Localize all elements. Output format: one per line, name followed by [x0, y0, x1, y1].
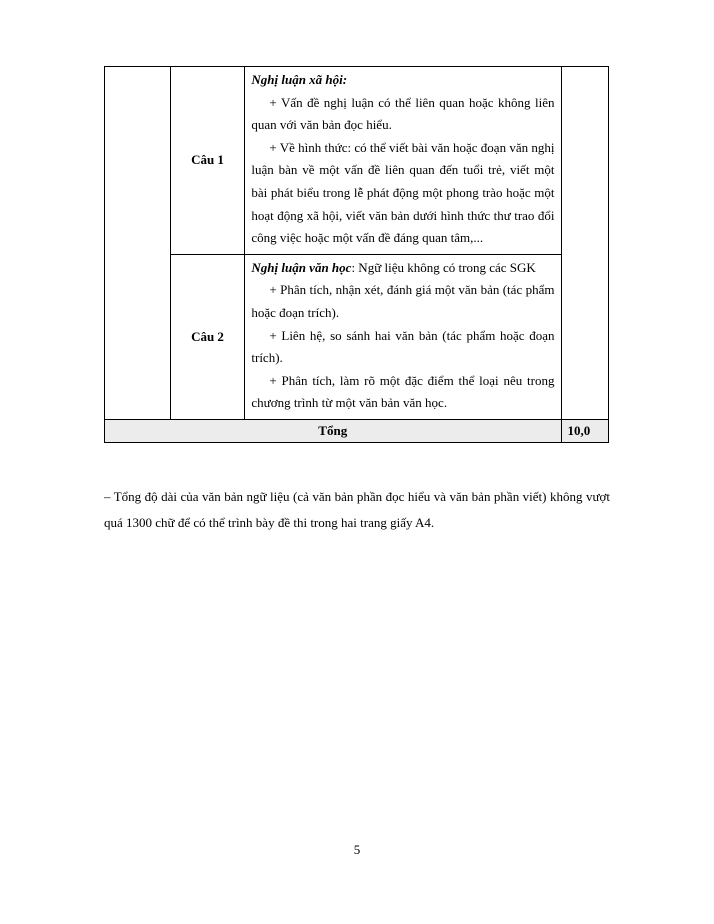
total-row	[105, 419, 609, 442]
content-line: + Vấn đề nghị luận có thể liên quan hoặc không liên quan với văn bản đọc hiểu.	[251, 94, 555, 133]
question-content-1	[245, 67, 561, 255]
question-label-2: Câu 2	[170, 254, 245, 419]
table-row	[105, 67, 609, 255]
empty-cell	[105, 67, 171, 420]
score-cell	[561, 67, 609, 420]
section-heading-literary-line	[251, 257, 554, 280]
content-line: + Về hình thức: có thể viết bài văn hoặc đoạn văn nghị luận bàn về một vấn đề liên quan đến tuổi trẻ, viết một bài phát biểu trong lễ phát động một phong trào hoặc một hoạt động xã hội, viết văn bản dưới hình thức thư trao đổi công việc hoặc một vấn đề đáng quan tâm,...	[251, 139, 555, 246]
page-number: 5	[353, 842, 361, 857]
total-value: 10,0	[561, 419, 609, 442]
structure-table	[104, 66, 609, 443]
question-content-2	[245, 254, 561, 419]
content-line: + Phân tích, nhận xét, đánh giá một văn bản (tác phẩm hoặc đoạn trích).	[251, 282, 555, 320]
content-line: + Phân tích, làm rõ một đặc điểm thể loại nêu trong chương trình từ một văn bản văn học.	[251, 372, 555, 411]
total-label: Tổng	[105, 419, 562, 442]
section-heading-suffix: : Ngữ liệu không có trong các SGK	[351, 259, 536, 275]
table-row	[105, 254, 609, 419]
section-heading-social: Nghị luận xã hội:	[251, 72, 348, 87]
section-heading-literary: Nghị luận văn học	[251, 259, 352, 275]
content-line: + Liên hệ, so sánh hai văn bản (tác phẩm hoặc đoạn trích).	[251, 327, 555, 366]
length-note: – Tổng độ dài của văn bản ngữ liệu (cả văn bản phần đọc hiểu và văn bản phần viết) không vượt quá 1300 chữ để có thể trình bày đề thi trong hai trang giấy A4.	[104, 489, 610, 530]
question-label-1: Câu 1	[170, 67, 245, 255]
